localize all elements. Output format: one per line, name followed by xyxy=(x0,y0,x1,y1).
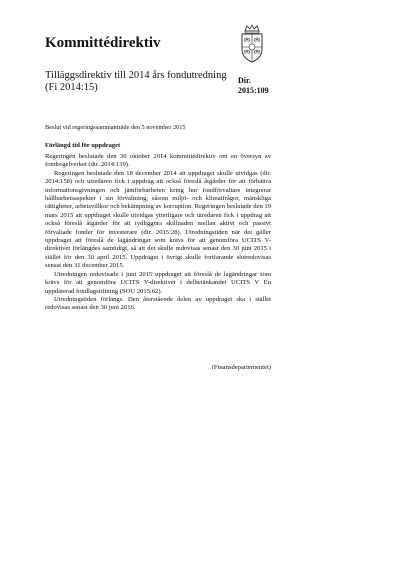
swedish-coat-of-arms-icon xyxy=(236,22,268,64)
directive-number: 2015:109 xyxy=(238,86,269,95)
paragraph: Regeringen beslutade den 30 oktober 2014 kommittédirektiv om en översyn av fondregelverket (dir. 2014:139). xyxy=(45,153,271,169)
document-subtitle xyxy=(45,70,230,94)
paragraph: Regeringen beslutade den 18 december 2014 att uppdraget skulle utvidgas (dir. 2014:158) och utredaren fick i uppdrag att också föreslå åtgärder för att förbättra informationsgivningen och jämförbarheten kring hur fondförvaltare integrerar hållbarhetsaspekter i sin förvaltning, såsom miljö- och klimatfrågor, mänskliga rättigheter, arbetsvillkor och bekämpning av korruption. Regeringen beslutade den 19 mars 2015 att uppdraget skulle utvidgas ytterligare och utredaren fick i uppdrag att också föreslå åtgärder för att tydliggöra skillnaden mellan aktivt och passivt förvaltade fonder för investerare (dir. 2015:28). Utredningstiden när det gäller uppdraget att föreslå de lagändringar som krävs för att genomföra UCITS V-direktivet förlängdes samtidigt, så att det skulle redovisas senast den 30 juni 2015 i stället för den 30 april 2015. Uppdraget i övrigt skulle fortfarande slutredovisas senast den 31 december 2015. xyxy=(45,169,271,270)
directive-number-block xyxy=(238,76,269,96)
document-title: Kommittédirektiv xyxy=(45,35,161,51)
department-signature: (Finansdepartementet) xyxy=(211,364,271,371)
subtitle-line-2: (Fi 2014:15) xyxy=(45,82,98,93)
decision-line: Beslut vid regeringssammanträde den 5 november 2015 xyxy=(45,124,186,131)
section-heading: Förlängd tid för uppdraget xyxy=(45,142,121,149)
subtitle-line-1: Tilläggsdirektiv till 2014 års fondutredning xyxy=(45,70,227,81)
body-text xyxy=(45,153,271,313)
paragraph: Utredningen redovisade i juni 2015 uppdraget att föreslå de lagändringar som krävs för att genomföra UCITS V-direktivet i delbetänkandet UCITS V En uppdaterad fondlagstiftning (SOU 2015:62). xyxy=(45,270,271,295)
paragraph: Utredningstiden förlängs. Den återstående delen av uppdraget ska i stället redovisas senast den 30 juni 2016. xyxy=(45,295,271,312)
directive-label: Dir. xyxy=(238,76,251,85)
